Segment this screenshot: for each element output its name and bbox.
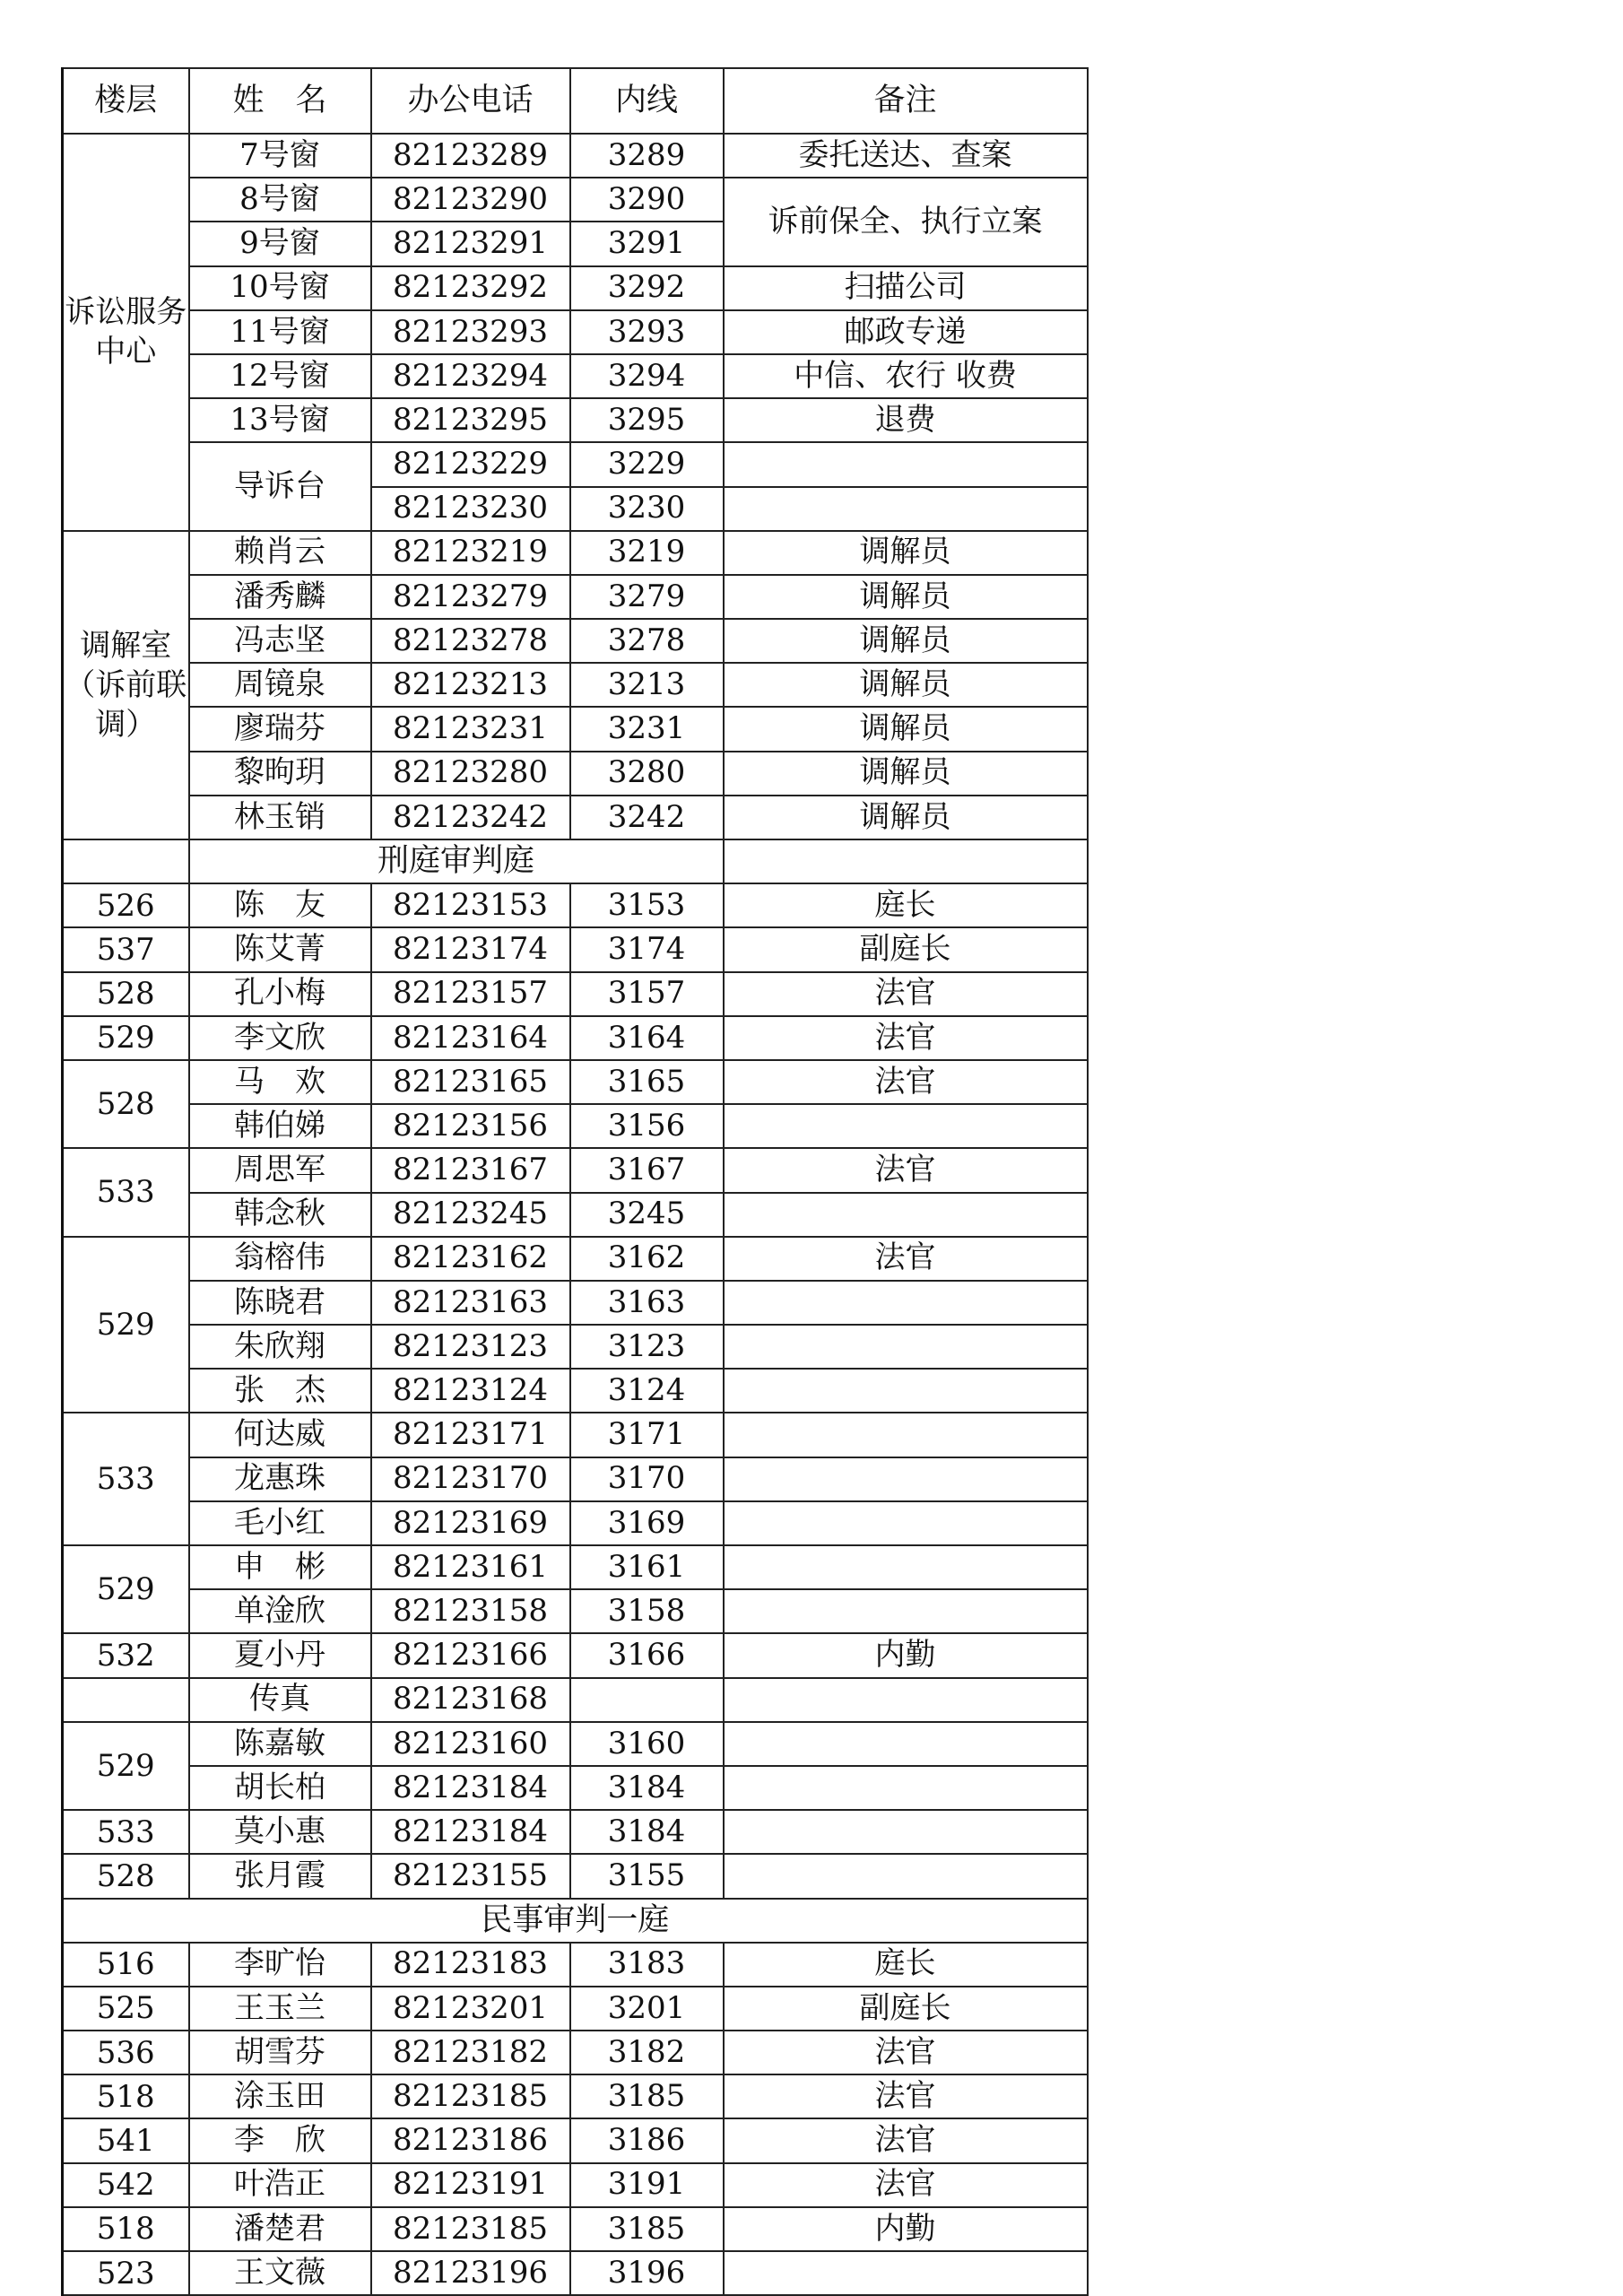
name-cell: 龙惠珠 [189,1457,371,1501]
table-row [63,1413,1088,1457]
table-row [63,1457,1088,1501]
extension-cell: 3166 [570,1633,724,1677]
table-row [63,1104,1088,1148]
note-cell: 法官 [724,2074,1088,2118]
phone-cell: 82123280 [371,752,570,796]
table-row [63,2074,1088,2118]
extension-cell: 3158 [570,1589,724,1633]
extension-cell: 3289 [570,134,724,178]
name-cell: 林玉销 [189,796,371,839]
note-cell [724,1766,1088,1810]
note-cell [724,1325,1088,1369]
note-cell [724,1545,1088,1589]
section-note-empty [724,839,1088,883]
section-floor-empty [63,839,189,883]
table-row [63,2031,1088,2074]
table-row [63,1987,1088,2031]
table-row [63,310,1088,354]
section-title: 民事审判一庭 [63,1899,1088,1943]
table-row [63,2118,1088,2162]
name-cell: 10号窗 [189,266,371,310]
table-row [63,752,1088,796]
floor-cell: 518 [63,2074,189,2118]
extension-cell: 3183 [570,1943,724,1987]
extension-cell: 3279 [570,575,724,619]
name-cell: 9号窗 [189,222,371,265]
extension-cell: 3160 [570,1722,724,1766]
phone-cell: 82123294 [371,354,570,398]
phone-cell: 82123184 [371,1766,570,1810]
table-row [63,663,1088,707]
phone-cell: 82123174 [371,927,570,971]
header-floor: 楼层 [63,68,189,134]
table-row [63,1810,1088,1854]
floor-cell: 529 [63,1722,189,1810]
table-row [63,1193,1088,1237]
phone-cell: 82123166 [371,1633,570,1677]
name-cell: 马 欢 [189,1060,371,1104]
extension-cell: 3242 [570,796,724,839]
name-cell: 周镜泉 [189,663,371,707]
name-cell: 11号窗 [189,310,371,354]
phone-cell: 82123293 [371,310,570,354]
name-cell: 传真 [189,1678,371,1722]
phone-cell: 82123158 [371,1589,570,1633]
phone-cell: 82123279 [371,575,570,619]
name-cell: 陈艾菁 [189,927,371,971]
note-cell: 退费 [724,398,1088,442]
floor-cell: 528 [63,1854,189,1898]
extension-cell: 3292 [570,266,724,310]
note-cell: 调解员 [724,619,1088,663]
note-cell [724,1854,1088,1898]
phone-cell: 82123295 [371,398,570,442]
name-cell: 导诉台 [189,442,371,530]
note-cell: 法官 [724,972,1088,1016]
name-cell: 朱欣翔 [189,1325,371,1369]
extension-cell: 3291 [570,222,724,265]
note-cell: 法官 [724,1060,1088,1104]
extension-cell: 3153 [570,883,724,927]
phone-cell: 82123168 [371,1678,570,1722]
floor-cell: 537 [63,927,189,971]
floor-cell: 诉讼服务中心 [63,134,189,531]
note-cell: 法官 [724,1016,1088,1060]
phone-cell: 82123124 [371,1369,570,1413]
floor-cell: 525 [63,1987,189,2031]
table-row [63,1016,1088,1060]
table-row [63,575,1088,619]
floor-cell: 518 [63,2207,189,2251]
note-cell: 调解员 [724,663,1088,707]
floor-cell: 529 [63,1016,189,1060]
note-cell: 法官 [724,2118,1088,2162]
table-row [63,1678,1088,1722]
phone-cell: 82123156 [371,1104,570,1148]
extension-cell [570,1678,724,1722]
note-cell: 调解员 [724,531,1088,575]
phone-cell: 82123231 [371,707,570,751]
table-row [63,927,1088,971]
extension-cell: 3162 [570,1237,724,1281]
name-cell: 13号窗 [189,398,371,442]
table-row [63,1854,1088,1898]
floor-cell: 532 [63,1633,189,1677]
floor-cell: 529 [63,1237,189,1413]
phone-cell: 82123167 [371,1148,570,1192]
phone-cell: 82123185 [371,2074,570,2118]
extension-cell: 3229 [570,442,724,486]
extension-cell: 3169 [570,1501,724,1545]
phone-cell: 82123169 [371,1501,570,1545]
name-cell: 张 杰 [189,1369,371,1413]
extension-cell: 3123 [570,1325,724,1369]
name-cell: 申 彬 [189,1545,371,1589]
table-row [63,1148,1088,1192]
name-cell: 12号窗 [189,354,371,398]
name-cell: 叶浩正 [189,2163,371,2207]
extension-cell: 3278 [570,619,724,663]
table-row [63,1060,1088,1104]
extension-cell: 3171 [570,1413,724,1457]
header-extension: 内线 [570,68,724,134]
phone-cell: 82123191 [371,2163,570,2207]
table-row [63,707,1088,751]
name-cell: 潘楚君 [189,2207,371,2251]
phone-cell: 82123213 [371,663,570,707]
extension-cell: 3182 [570,2031,724,2074]
header-phone: 办公电话 [371,68,570,134]
note-cell [724,1413,1088,1457]
extension-cell: 3163 [570,1281,724,1325]
table-row [63,2207,1088,2251]
name-cell: 李旷怡 [189,1943,371,1987]
name-cell: 赖肖云 [189,531,371,575]
name-cell: 胡雪芬 [189,2031,371,2074]
floor-cell: 调解室（诉前联调） [63,531,189,839]
name-cell: 黎昫玥 [189,752,371,796]
table-row [63,1589,1088,1633]
table-row [63,1722,1088,1766]
extension-cell: 3157 [570,972,724,1016]
name-cell: 夏小丹 [189,1633,371,1677]
name-cell: 陈 友 [189,883,371,927]
phone-cell: 82123292 [371,266,570,310]
name-cell: 涂玉田 [189,2074,371,2118]
phone-cell: 82123155 [371,1854,570,1898]
extension-cell: 3170 [570,1457,724,1501]
note-cell [724,1589,1088,1633]
phone-cell: 82123278 [371,619,570,663]
phone-cell: 82123153 [371,883,570,927]
phone-cell: 82123161 [371,1545,570,1589]
floor-cell: 536 [63,2031,189,2074]
extension-cell: 3213 [570,663,724,707]
table-row [63,354,1088,398]
extension-cell: 3280 [570,752,724,796]
name-cell: 周思军 [189,1148,371,1192]
floor-cell: 541 [63,2118,189,2162]
phone-cell: 82123171 [371,1413,570,1457]
name-cell: 何达威 [189,1413,371,1457]
directory-body [63,68,1088,2295]
floor-cell: 542 [63,2163,189,2207]
table-row [63,1237,1088,1281]
extension-cell: 3219 [570,531,724,575]
name-cell: 毛小红 [189,1501,371,1545]
phone-cell: 82123123 [371,1325,570,1369]
table-row [63,2251,1088,2295]
name-cell: 潘秀麟 [189,575,371,619]
extension-cell: 3174 [570,927,724,971]
extension-cell: 3165 [570,1060,724,1104]
extension-cell: 3231 [570,707,724,751]
floor-cell: 533 [63,1810,189,1854]
extension-cell: 3184 [570,1766,724,1810]
note-cell: 法官 [724,2163,1088,2207]
name-cell: 陈嘉敏 [189,1722,371,1766]
phone-cell: 82123157 [371,972,570,1016]
table-row [63,1943,1088,1987]
note-cell: 副庭长 [724,1987,1088,2031]
header-row [63,68,1088,134]
name-cell: 廖瑞芬 [189,707,371,751]
extension-cell: 3156 [570,1104,724,1148]
floor-cell: 528 [63,1060,189,1148]
extension-cell: 3294 [570,354,724,398]
note-cell [724,1457,1088,1501]
extension-cell: 3186 [570,2118,724,2162]
phone-cell: 82123290 [371,178,570,222]
extension-cell: 3167 [570,1148,724,1192]
floor-cell: 529 [63,1545,189,1633]
note-cell: 诉前保全、执行立案 [724,178,1088,265]
table-row [63,972,1088,1016]
name-cell: 莫小惠 [189,1810,371,1854]
table-row [63,266,1088,310]
extension-cell: 3290 [570,178,724,222]
note-cell: 法官 [724,2031,1088,2074]
extension-cell: 3196 [570,2251,724,2295]
extension-cell: 3185 [570,2207,724,2251]
floor-cell: 523 [63,2251,189,2295]
extension-cell: 3230 [570,487,724,531]
extension-cell: 3124 [570,1369,724,1413]
table-row [63,1766,1088,1810]
floor-cell: 526 [63,883,189,927]
note-cell [724,1281,1088,1325]
extension-cell: 3184 [570,1810,724,1854]
phone-cell: 82123289 [371,134,570,178]
phone-cell: 82123170 [371,1457,570,1501]
table-row [63,178,1088,222]
name-cell: 冯志坚 [189,619,371,663]
table-row [63,1325,1088,1369]
name-cell: 翁榕伟 [189,1237,371,1281]
phone-cell: 82123230 [371,487,570,531]
phone-cell: 82123219 [371,531,570,575]
note-cell: 中信、农行 收费 [724,354,1088,398]
floor-cell: 516 [63,1943,189,1987]
table-row [63,1501,1088,1545]
name-cell: 孔小梅 [189,972,371,1016]
note-cell: 扫描公司 [724,266,1088,310]
table-row [63,1281,1088,1325]
phone-cell: 82123186 [371,2118,570,2162]
table-row [63,134,1088,178]
note-cell: 法官 [724,1237,1088,1281]
header-note: 备注 [724,68,1088,134]
table-row [63,442,1088,486]
note-cell: 调解员 [724,752,1088,796]
note-cell: 法官 [724,1148,1088,1192]
note-cell: 庭长 [724,883,1088,927]
phone-cell: 82123164 [371,1016,570,1060]
name-cell: 陈晓君 [189,1281,371,1325]
header-name: 姓 名 [189,68,371,134]
name-cell: 8号窗 [189,178,371,222]
phone-cell: 82123162 [371,1237,570,1281]
phone-cell: 82123245 [371,1193,570,1237]
extension-cell: 3245 [570,1193,724,1237]
table-row [63,883,1088,927]
name-cell: 张月霞 [189,1854,371,1898]
table-row [63,1545,1088,1589]
note-cell [724,1104,1088,1148]
phone-cell: 82123185 [371,2207,570,2251]
note-cell: 内勤 [724,1633,1088,1677]
note-cell [724,1810,1088,1854]
extension-cell: 3185 [570,2074,724,2118]
phone-cell: 82123291 [371,222,570,265]
phone-directory-table [61,67,1089,2296]
floor-cell: 533 [63,1148,189,1236]
extension-cell: 3191 [570,2163,724,2207]
note-cell [724,1722,1088,1766]
phone-cell: 82123196 [371,2251,570,2295]
section-row [63,1899,1088,1943]
phone-cell: 82123183 [371,1943,570,1987]
table-row [63,531,1088,575]
note-cell [724,442,1088,486]
extension-cell: 3295 [570,398,724,442]
extension-cell: 3201 [570,1987,724,2031]
note-cell: 庭长 [724,1943,1088,1987]
phone-cell: 82123165 [371,1060,570,1104]
name-cell: 李 欣 [189,2118,371,2162]
note-cell: 副庭长 [724,927,1088,971]
extension-cell: 3155 [570,1854,724,1898]
note-cell: 内勤 [724,2207,1088,2251]
name-cell: 王玉兰 [189,1987,371,2031]
floor-cell: 533 [63,1413,189,1545]
note-cell: 委托送达、查案 [724,134,1088,178]
name-cell: 单淦欣 [189,1589,371,1633]
table-row [63,1633,1088,1677]
note-cell [724,2251,1088,2295]
phone-cell: 82123242 [371,796,570,839]
table-row [63,2163,1088,2207]
phone-cell: 82123160 [371,1722,570,1766]
table-row [63,619,1088,663]
extension-cell: 3161 [570,1545,724,1589]
phone-cell: 82123182 [371,2031,570,2074]
name-cell: 李文欣 [189,1016,371,1060]
note-cell [724,1193,1088,1237]
note-cell [724,1678,1088,1722]
name-cell: 7号窗 [189,134,371,178]
floor-cell: 528 [63,972,189,1016]
note-cell [724,1369,1088,1413]
note-cell: 调解员 [724,575,1088,619]
name-cell: 韩伯娣 [189,1104,371,1148]
phone-cell: 82123201 [371,1987,570,2031]
phone-cell: 82123184 [371,1810,570,1854]
name-cell: 韩念秋 [189,1193,371,1237]
section-row [63,839,1088,883]
phone-cell: 82123163 [371,1281,570,1325]
extension-cell: 3293 [570,310,724,354]
note-cell [724,1501,1088,1545]
note-cell [724,487,1088,531]
note-cell: 调解员 [724,707,1088,751]
phone-cell: 82123229 [371,442,570,486]
table-row [63,398,1088,442]
name-cell: 胡长柏 [189,1766,371,1810]
extension-cell: 3164 [570,1016,724,1060]
table-row [63,796,1088,839]
name-cell: 王文薇 [189,2251,371,2295]
section-title: 刑庭审判庭 [189,839,724,883]
table-row [63,1369,1088,1413]
note-cell: 邮政专递 [724,310,1088,354]
note-cell: 调解员 [724,796,1088,839]
floor-cell [63,1678,189,1722]
